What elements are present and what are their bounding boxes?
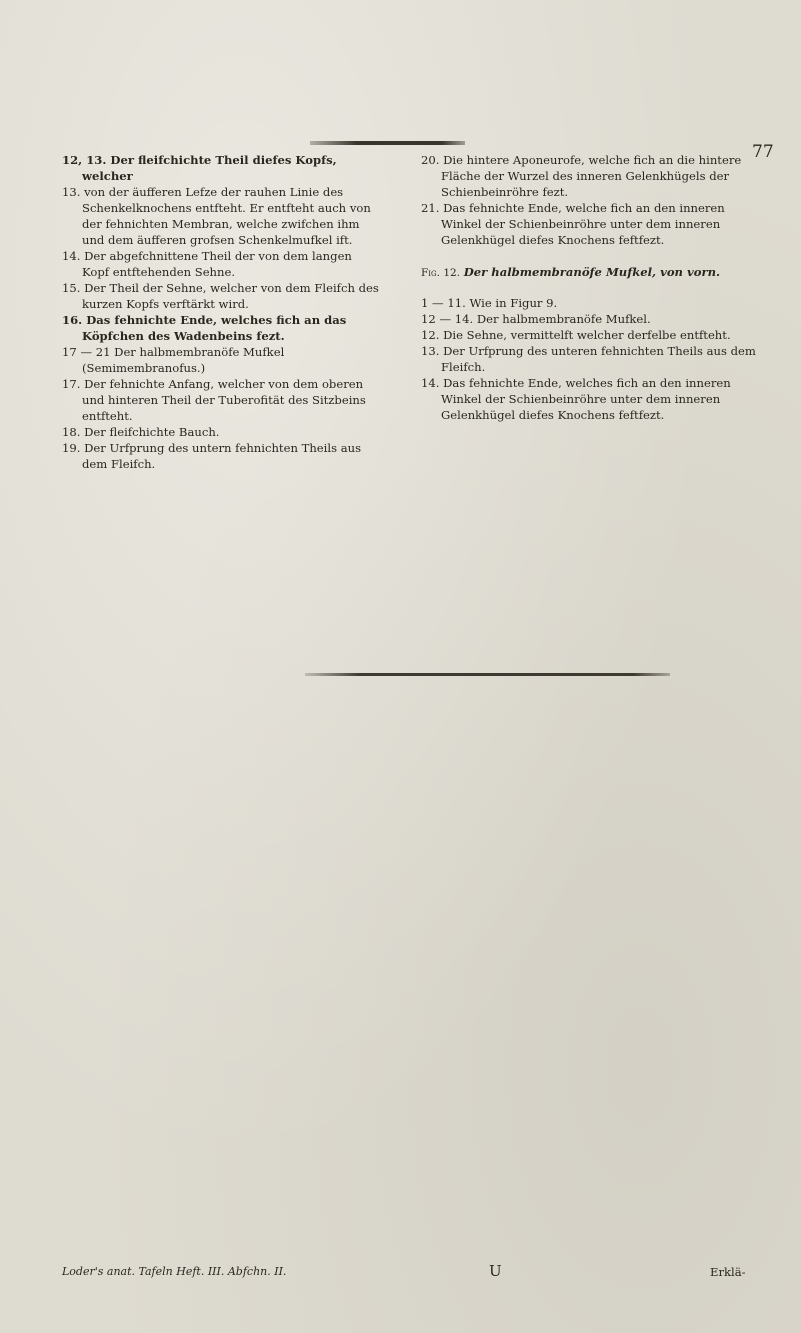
figure-title: Der halbmembranöfe Mufkel, von vorn.	[463, 265, 721, 279]
entry: 20. Die hintere Aponeurofe, welche fich an die hintere Fläche der Wurzel des inneren Gelenkhügels der Schienbeinröhre fezt.	[421, 153, 742, 199]
left-column	[62, 152, 380, 472]
footer-citation: Loder's anat. Tafeln Heft. III. Abfchn. II.	[62, 1265, 287, 1278]
page-number: 77	[752, 142, 774, 162]
section-rule	[305, 673, 670, 676]
entry: 12. Die Sehne, vermittelft welcher derfelbe entfteht.	[421, 328, 731, 342]
entry: 14. Das fehnichte Ende, welches fich an den inneren Winkel der Schienbeinröhre unter dem inneren Gelenkhügel diefes Knochens feftfezt.	[421, 376, 731, 422]
signature-mark: U	[489, 1262, 502, 1280]
entry: 17 — 21 Der halbmembranöfe Mufkel (Semimembranofus.)	[62, 345, 285, 375]
entry: 16. Das fehnichte Ende, welches fich an das Köpfchen des Wadenbeins fezt.	[62, 313, 347, 343]
entry: 18. Der fleifchichte Bauch.	[62, 425, 220, 439]
right-column	[421, 152, 756, 423]
entry: 21. Das fehnichte Ende, welche fich an den inneren Winkel der Schienbeinröhre unter dem inneren Gelenkhügel diefes Knochens feftfezt.	[421, 201, 725, 247]
entry: 19. Der Urfprung des untern fehnichten Theils aus dem Fleifch.	[62, 441, 362, 471]
entry: 12, 13. Der fleifchichte Theil diefes Kopfs, welcher	[62, 153, 337, 183]
entry: 15. Der Theil der Sehne, welcher von dem Fleifch des kurzen Kopfs verftärkt wird.	[62, 281, 379, 311]
figure-caption	[421, 264, 756, 281]
catchword: Erklä-	[710, 1265, 746, 1279]
entry: 13. von der äufferen Lefze der rauhen Linie des Schenkelknochens entfteht. Er entfteht auch von der fehnichten Membran, welche zwifchen ihm und dem äufferen grofsen Schenkelmufkel ift.	[62, 185, 371, 247]
entry: 17. Der fehnichte Anfang, welcher von dem oberen und hinteren Theil der Tuberofität des Sitzbeins entfteht.	[62, 377, 366, 423]
figure-label: Fig. 12.	[421, 267, 461, 279]
entry: 14. Der abgefchnittene Theil der von dem langen Kopf entftehenden Sehne.	[62, 249, 352, 279]
entry: 13. Der Urfprung des unteren fehnichten Theils aus dem Fleifch.	[421, 344, 756, 374]
entry: 12 — 14. Der halbmembranöfe Mufkel.	[421, 312, 651, 326]
top-rule	[310, 141, 465, 145]
entry: 1 — 11. Wie in Figur 9.	[421, 296, 558, 310]
